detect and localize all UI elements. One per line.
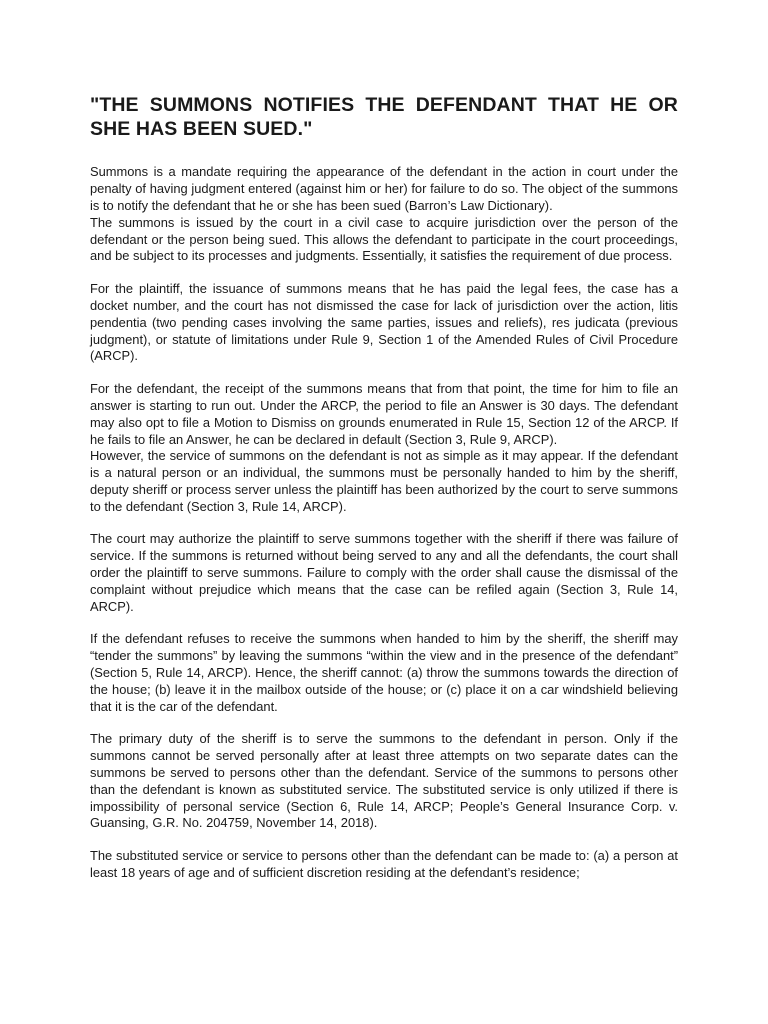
paragraph-summons-definition: Summons is a mandate requiring the appearance of the defendant in the action in court under the penalty of having judgment entered (against him or her) for failure to do so. The object of the summons is to notify the defendant that he or she has been sued (Barron’s Law Dictionary). [90,164,678,213]
document-title: "THE SUMMONS NOTIFIES THE DEFENDANT THAT HE OR SHE HAS BEEN SUED." [90,94,678,141]
paragraph-service-personal: However, the service of summons on the defendant is not as simple as it may appear. If the defendant is a natural person or an individual, the summons must be personally handed to him by the sheriff, deputy sheriff or process server unless the plaintiff has been authorized by the court to serve summons to the defendant (Section 3, Rule 14, ARCP). [90,448,678,514]
paragraph-court-authorization: The court may authorize the plaintiff to serve summons together with the sheriff if there was failure of service. If the summons is returned without being served to any and all the defendants, the court shall order the plaintiff to serve summons. Failure to comply with the order shall cause the dismissal of the complaint without prejudice which means that the case can be refiled again (Section 3, Rule 14, ARCP). [90,531,678,614]
paragraph-primary-duty: The primary duty of the sheriff is to serve the summons to the defendant in person. Only if the summons cannot be served personally after at least three attempts on two separate dates can the summons be served to persons other than the defendant. Service of the summons to persons other than the defendant is known as substituted service. The substituted service is only utilized if there is impossibility of personal service (Section 6, Rule 14, ARCP; People’s General Insurance Corp. v. Guansing, G.R. No. 204759, November 14, 2018). [90,731,678,831]
document-body [90,93,678,898]
paragraph-summons-issuance: The summons is issued by the court in a civil case to acquire jurisdiction over the person of the defendant or the person being sued. This allows the defendant to participate in the court proceedings, and be subject to its processes and judgments. Essentially, it satisfies the requirement of due process. [90,214,678,264]
paragraph-plaintiff: For the plaintiff, the issuance of summons means that he has paid the legal fees, the case has a docket number, and the court has not dismissed the case for lack of jurisdiction over the action, litis pendentia (two pending cases involving the same parties, issues and reliefs), res judicata (previous judgment), or statute of limitations under Rule 9, Section 1 of the Amended Rules of Civil Procedure (ARCP). [90,281,678,364]
paragraph-substituted-service: The substituted service or service to persons other than the defendant can be made to: (a) a person at least 18 years of age and of sufficient discretion residing at the defendant’s residence; [90,848,678,881]
paragraph-tender-summons: If the defendant refuses to receive the summons when handed to him by the sheriff, the sheriff may “tender the summons” by leaving the summons “within the view and in the presence of the defendant” (Section 5, Rule 14, ARCP). Hence, the sheriff cannot: (a) throw the summons towards the direction of the house; (b) leave it in the mailbox outside of the house; or (c) place it on a car windshield believing that it is the car of the defendant. [90,631,678,714]
paragraph-defendant: For the defendant, the receipt of the summons means that from that point, the time for him to file an answer is starting to run out. Under the ARCP, the period to file an Answer is 30 days. The defendant may also opt to file a Motion to Dismiss on grounds enumerated in Rule 15, Section 12 of the ARCP. If he fails to file an Answer, he can be declared in default (Section 3, Rule 9, ARCP). [90,381,678,447]
